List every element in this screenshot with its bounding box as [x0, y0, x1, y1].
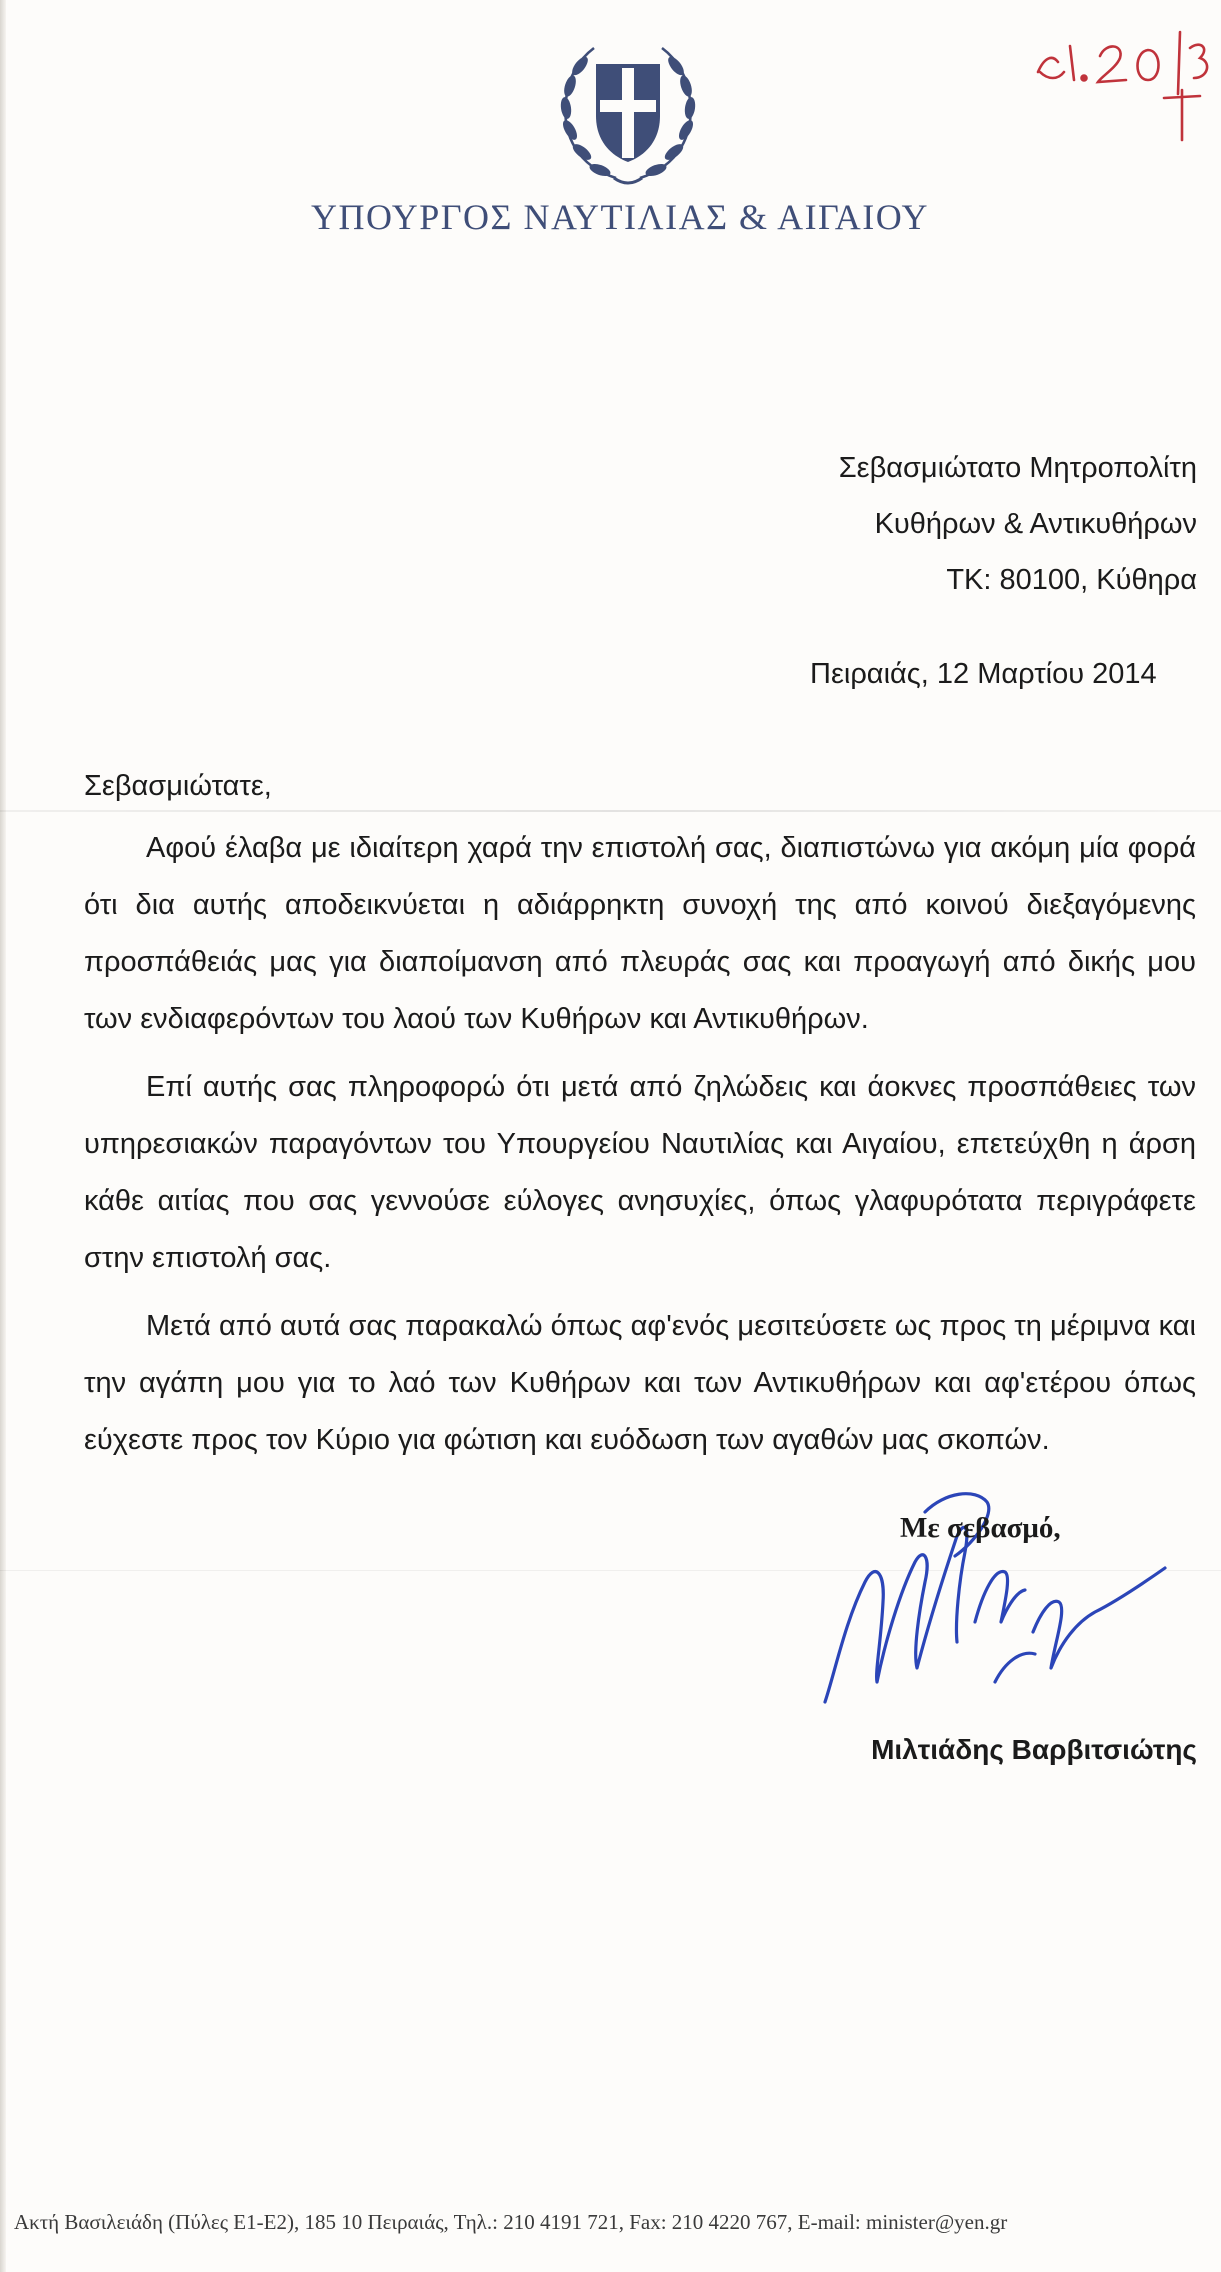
- recipient-line-1: Σεβασμιώτατο Μητροπολίτη: [838, 452, 1197, 484]
- footer-contact: Ακτή Βασιλειάδη (Πύλες Ε1-Ε2), 185 10 Πειραιάς, Τηλ.: 210 4191 721, Fax: 210 4220 767, E-mail: minister@yen.gr: [14, 2210, 1008, 2234]
- body-paragraph-2: Επί αυτής σας πληροφορώ ότι μετά από ζηλώδεις και άοκνες προσπάθειες των υπηρεσιακών παραγόντων του Υπουργείου Ναυτιλίας και Αιγαίου, επετεύχθη η άρση κάθε αιτίας που σας γεννούσε εύλογες ανησυχίες, όπως γλαφυρότατα περιγράφετε στην επιστολή σας.: [84, 1071, 1196, 1274]
- body-paragraph-1: Αφού έλαβα με ιδιαίτερη χαρά την επιστολή σας, διαπιστώνω για ακόμη μία φορά ότι δια αυτής αποδεικνύεται η αδιάρρηκτη συνοχή της από κοινού διεξαγόμενης προσπάθειάς μας για διαποίμανση από πλευράς σας και προαγωγή από δικής μου των ενδιαφερόντων του λαού των Κυθήρων και Αντικυθήρων.: [84, 832, 1196, 1035]
- paper-edge: [0, 0, 6, 2272]
- paper-fold-line: [0, 810, 1221, 812]
- handwritten-note-icon: [1030, 22, 1215, 152]
- signer-name: Μιλτιάδης Βαρβιτσιώτης: [871, 1734, 1197, 1765]
- salutation: Σεβασμιώτατε,: [84, 770, 272, 802]
- ministry-title: ΥΠΟΥΡΓΟΣ ΝΑΥΤΙΛΙΑΣ & ΑΙΓΑΙΟΥ: [311, 197, 929, 237]
- handwritten-margin-note: [1030, 22, 1215, 160]
- recipient-line-3: ΤΚ: 80100, Κύθηρα: [946, 564, 1197, 596]
- closing-phrase: Με σεβασμό,: [900, 1512, 1061, 1544]
- letter-body: [84, 820, 1196, 1480]
- recipient-address: [839, 440, 1197, 608]
- greek-coat-of-arms-icon: [556, 38, 700, 188]
- recipient-line-2: Κυθήρων & Αντικυθήρων: [874, 508, 1197, 540]
- body-paragraph-3: Μετά από αυτά σας παρακαλώ όπως αφ'ενός μεσιτεύσετε ως προς τη μέριμνα και την αγάπη μου για το λαό των Κυθήρων και των Αντικυθήρων και αφ'ετέρου όπως εύχεστε προς τον Κύριο για φώτιση και ευόδωση των αγαθών μας σκοπών.: [84, 1310, 1196, 1456]
- letter-date: Πειραιάς, 12 Μαρτίου 2014: [810, 658, 1157, 690]
- handwritten-signature: [805, 1472, 1185, 1732]
